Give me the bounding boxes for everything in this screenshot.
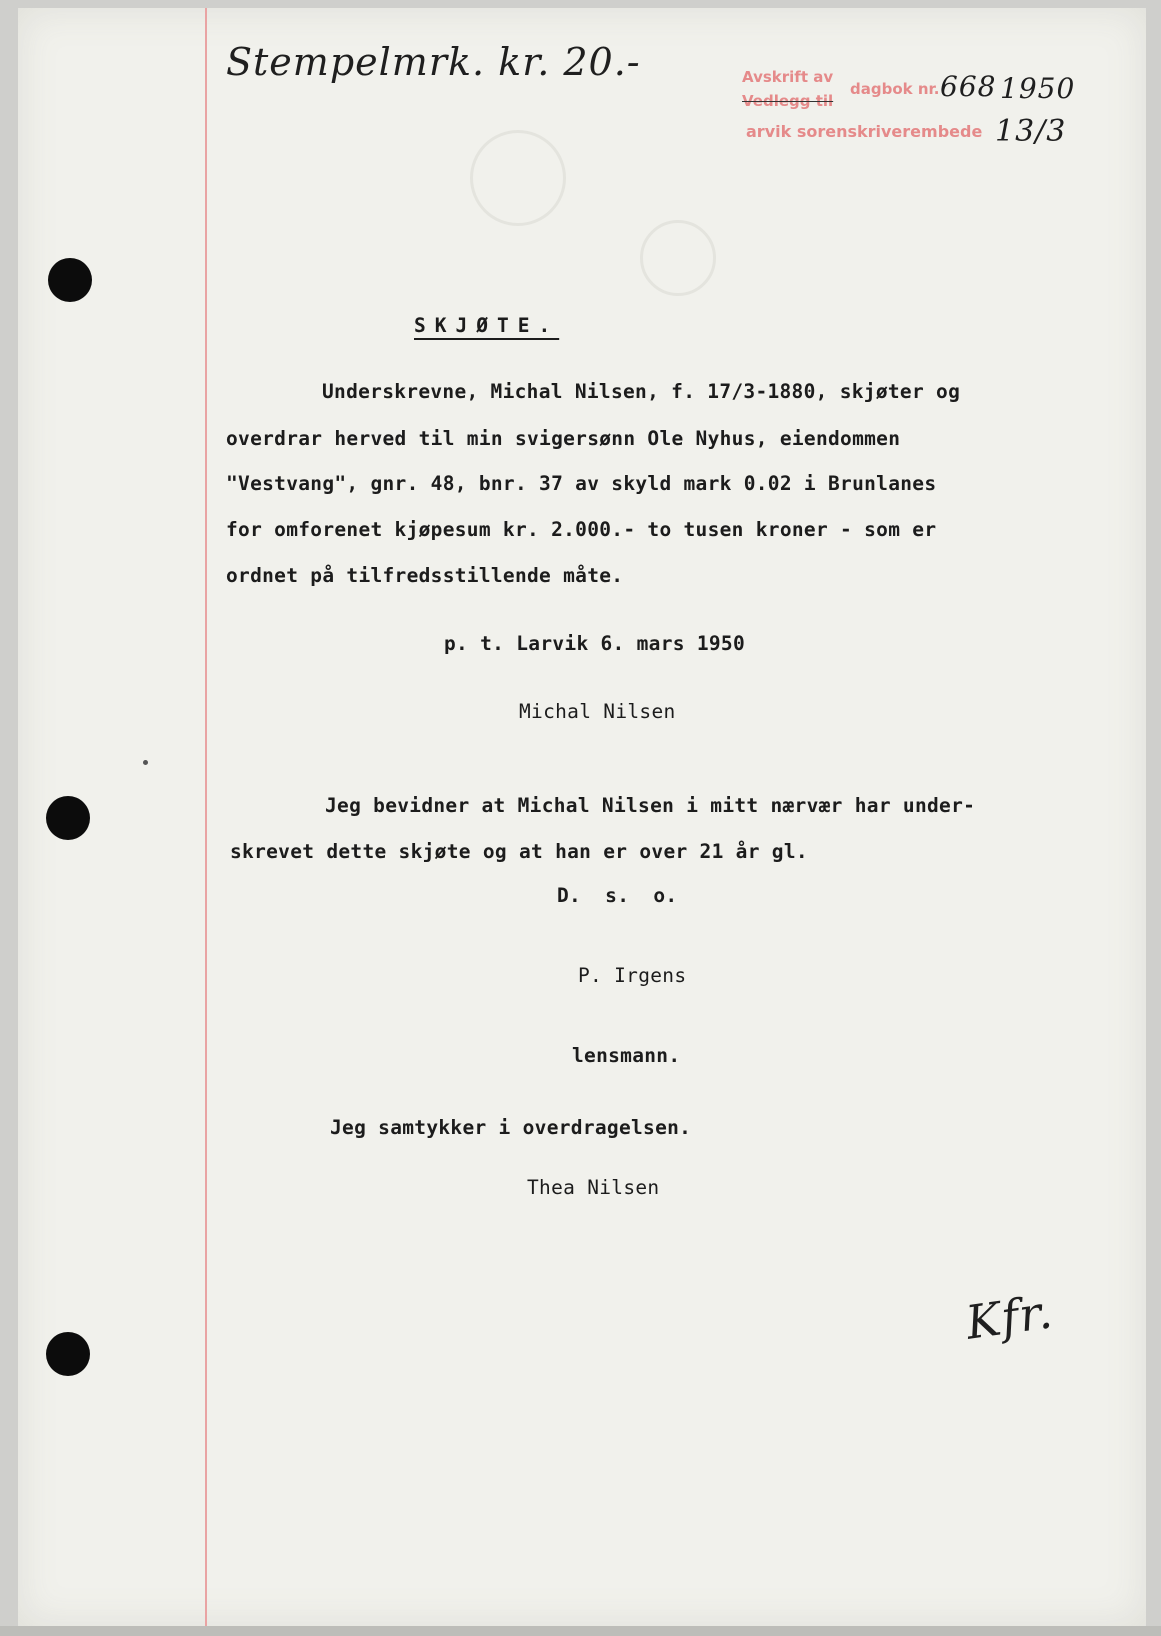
margin-rule bbox=[205, 8, 207, 1626]
document-title: SKJØTE. bbox=[414, 314, 560, 337]
place-date: p. t. Larvik 6. mars 1950 bbox=[444, 632, 745, 655]
body-line: Underskrevne, Michal Nilsen, f. 17/3-1880, skjøter og bbox=[322, 380, 961, 403]
document-page bbox=[18, 8, 1146, 1626]
body-line: ordnet på tilfredsstillende måte. bbox=[226, 564, 624, 587]
scan-edge bbox=[0, 1626, 1161, 1636]
bleed-through-seal bbox=[470, 130, 566, 226]
body-line: "Vestvang", gnr. 48, bnr. 37 av skyld mark 0.02 i Brunlanes bbox=[226, 472, 937, 495]
witness-line: Jeg bevidner at Michal Nilsen i mitt nærvær har under- bbox=[325, 794, 976, 817]
punch-hole-middle bbox=[46, 796, 90, 840]
dso-abbreviation: D. s. o. bbox=[557, 884, 678, 907]
registry-stamp-line3: arvik sorenskriverembede bbox=[746, 122, 983, 141]
seller-signature: Michal Nilsen bbox=[519, 700, 676, 723]
consent-line: Jeg samtykker i overdragelsen. bbox=[330, 1116, 692, 1139]
body-line: for omforenet kjøpesum kr. 2.000.- to tusen kroner - som er bbox=[226, 518, 937, 541]
stamp-duty-note: Stempelmrk. kr. 20.- bbox=[226, 40, 641, 84]
witness-name: P. Irgens bbox=[578, 964, 687, 987]
punch-hole-bottom bbox=[46, 1332, 90, 1376]
registry-stamp-line2: Vedlegg til bbox=[742, 92, 834, 110]
clerk-initials: Kfr. bbox=[962, 1284, 1057, 1350]
witness-title: lensmann. bbox=[572, 1044, 681, 1067]
stamp-date: 13/3 bbox=[995, 114, 1067, 149]
registry-stamp-line1: Avskrift av bbox=[742, 68, 834, 86]
registry-stamp-line1-b: dagbok nr. bbox=[850, 80, 940, 98]
stamp-year: 1950 bbox=[1000, 72, 1076, 105]
body-line: overdrar herved til min svigersønn Ole Nyhus, eiendommen bbox=[226, 427, 901, 450]
ink-speck bbox=[143, 760, 148, 765]
consent-signature: Thea Nilsen bbox=[527, 1176, 660, 1199]
bleed-through-seal bbox=[640, 220, 716, 296]
witness-line: skrevet dette skjøte og at han er over 21 år gl. bbox=[230, 840, 808, 863]
journal-number: 668 bbox=[940, 70, 997, 103]
punch-hole-top bbox=[48, 258, 92, 302]
